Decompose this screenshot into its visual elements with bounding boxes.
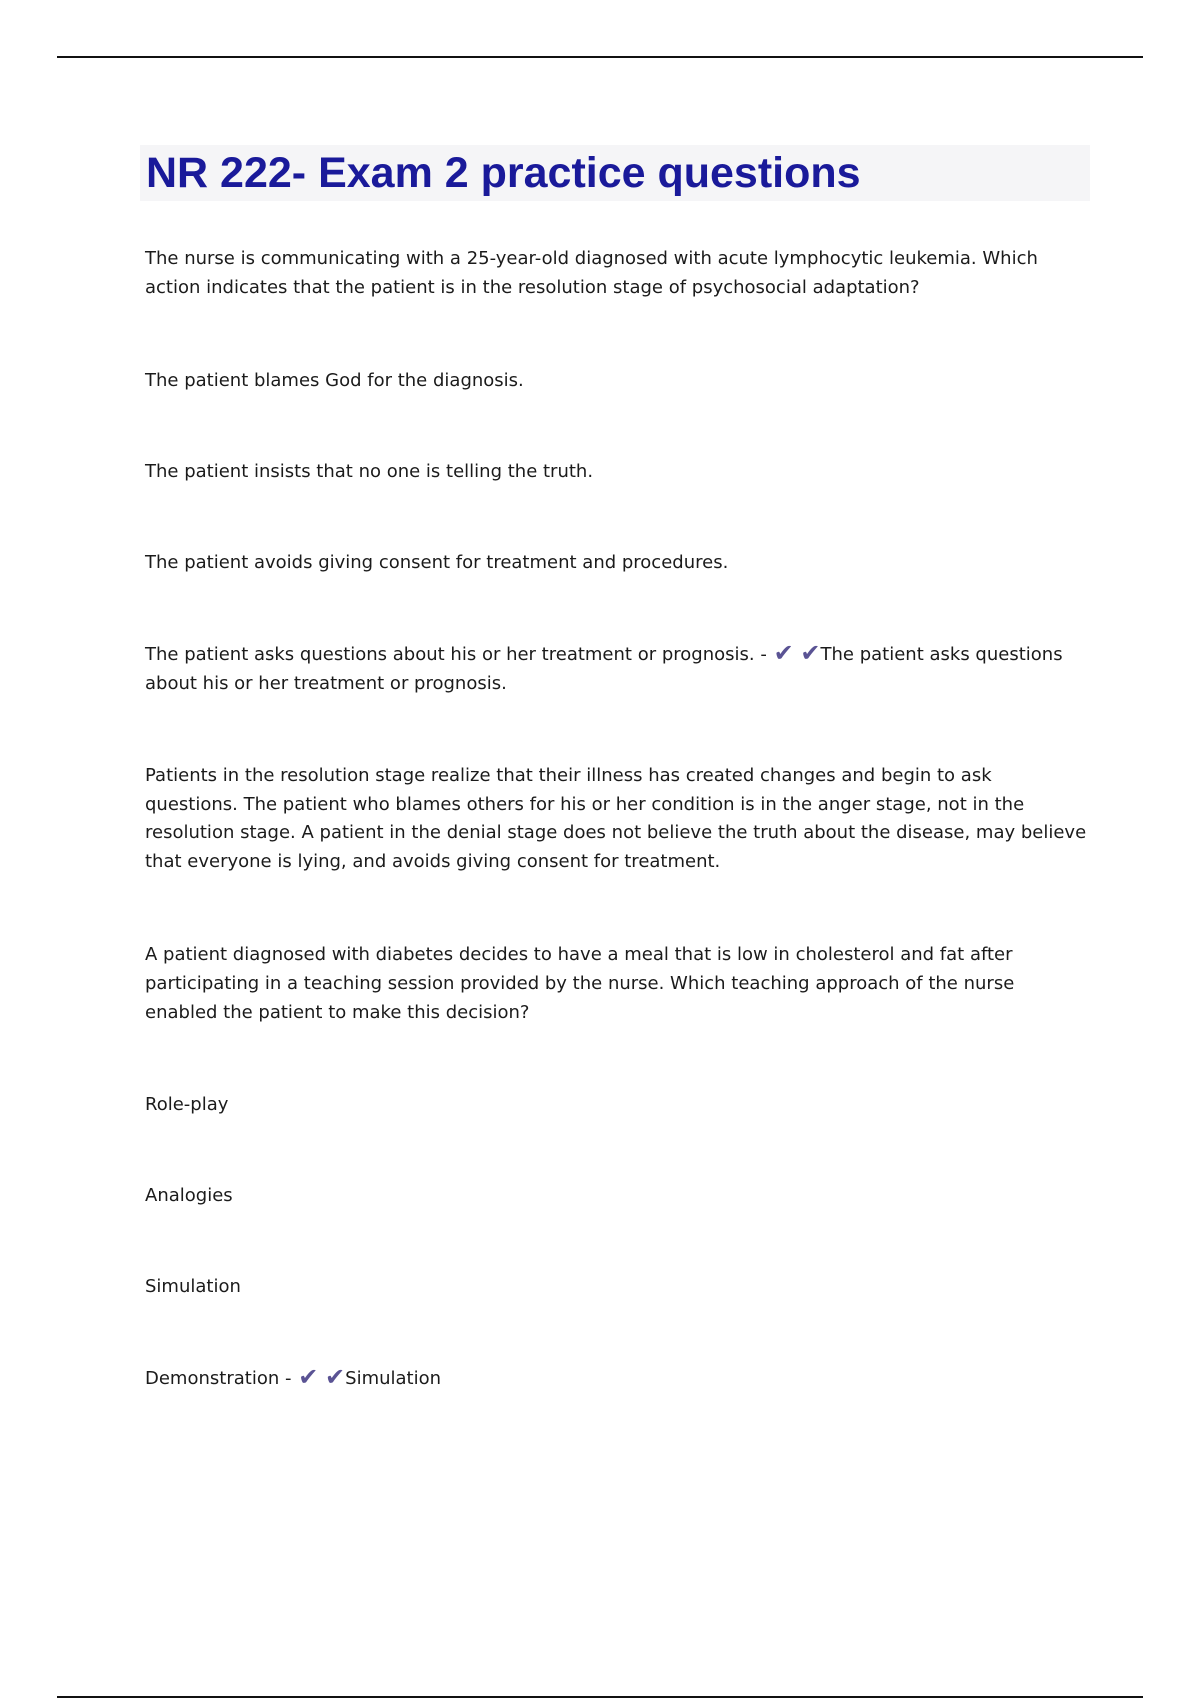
- question-2-option-4: Demonstration -: [145, 1368, 292, 1389]
- question-2-option-4-with-answer: [145, 1364, 1090, 1393]
- question-1-rationale: Patients in the resolution stage realize that their illness has created changes and begin to ask questions. The patient who blames others for his or her condition is in the anger stage, not in the resolution stage. A patient in the denial stage does not believe the truth about the disease, may believe that everyone is lying, and avoids giving consent for treatment.: [145, 765, 1087, 872]
- checkmark-icon: ✔: [800, 639, 821, 667]
- question-1-option-3: The patient avoids giving consent for treatment and procedures.: [145, 552, 729, 573]
- checkmark-icon: ✔: [773, 639, 794, 667]
- question-1-option-4-with-answer: [145, 640, 1090, 698]
- question-2-option-1: Role-play: [145, 1094, 229, 1115]
- bottom-rule: [57, 1696, 1143, 1698]
- question-1-option-2: The patient insists that no one is telling the truth.: [145, 461, 594, 482]
- checkmark-icon: ✔: [298, 1363, 319, 1391]
- question-2-option-2: Analogies: [145, 1185, 233, 1206]
- question-1-option-1: The patient blames God for the diagnosis.: [145, 370, 524, 391]
- question-1-answer: The patient asks questions about his or her treatment or prognosis.: [145, 644, 1063, 694]
- checkmark-icon: ✔: [325, 1363, 346, 1391]
- question-2-option-3: Simulation: [145, 1276, 241, 1297]
- question-1-prompt: The nurse is communicating with a 25-year-old diagnosed with acute lymphocytic leukemia. Which action indicates that the patient is in the resolution stage of psychosocial adaptation?: [145, 248, 1038, 298]
- document-title: NR 222- Exam 2 practice questions: [146, 149, 861, 197]
- top-rule: [57, 56, 1143, 58]
- question-2-answer: Simulation: [345, 1368, 442, 1389]
- question-1-option-4: The patient asks questions about his or her treatment or prognosis. -: [145, 644, 767, 665]
- question-2-prompt: A patient diagnosed with diabetes decides to have a meal that is low in cholesterol and fat after participating in a teaching session provided by the nurse. Which teaching approach of the nurse enabled the patient to make this decision?: [145, 944, 1015, 1023]
